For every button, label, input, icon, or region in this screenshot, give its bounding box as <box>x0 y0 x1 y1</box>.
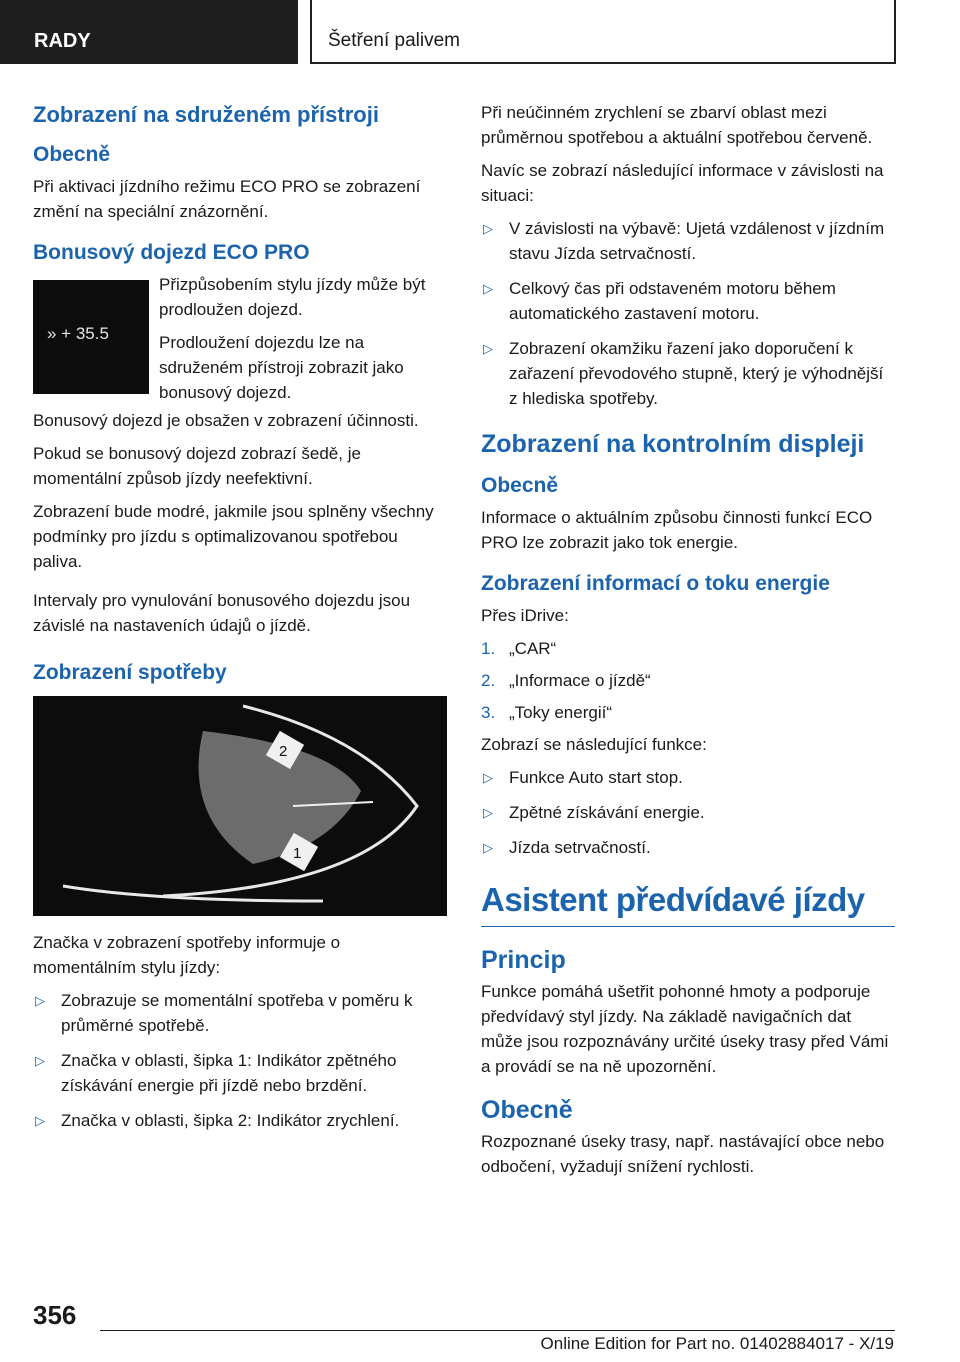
paragraph: Při neúčinném zrychlení se zbarví oblast mezi průměrnou spotřebou a aktuální spotřebou červeně. <box>481 103 873 147</box>
paragraph: Prodloužení dojezdu lze na sdruženém přístroji zobrazit jako bonusový dojezd. <box>159 333 404 402</box>
bonus-range-display-image <box>33 280 149 394</box>
heading-predictive-assistant: Asistent předvídavé jízdy <box>481 880 895 927</box>
list-item: ▷ Celkový čas při odstaveném motoru během automatického zastavení motoru. <box>481 276 895 326</box>
list-item: 2. „Informace o jízdě“ <box>481 671 651 690</box>
paragraph: Pokud se bonusový dojezd zobrazí šedě, je momentální způsob jízdy neefektivní. <box>33 444 361 488</box>
bullet-icon: ▷ <box>483 341 493 356</box>
paragraph: Zobrazí se následující funkce: <box>481 735 707 754</box>
bullet-icon: ▷ <box>483 805 493 820</box>
bullet-icon: ▷ <box>483 221 493 236</box>
edition-info: Online Edition for Part no. 01402884017 - X/19 <box>540 1334 894 1353</box>
right-column <box>481 100 895 1187</box>
list-item: ▷ Jízda setrvačností. <box>481 835 895 860</box>
paragraph: Navíc se zobrazí následující informace v závislosti na situaci: <box>481 161 884 205</box>
paragraph: Při aktivaci jízdního režimu ECO PRO se zobrazení změní na speciální znázornění. <box>33 177 421 221</box>
paragraph: Značka v zobrazení spotřeby informuje o momentálním stylu jízdy: <box>33 933 341 977</box>
bullet-icon: ▷ <box>35 1113 45 1128</box>
subheading-general: Obecně <box>33 143 111 166</box>
heading-principle: Princip <box>481 946 566 974</box>
bullet-icon: ▷ <box>35 993 45 1008</box>
bullet-icon: ▷ <box>483 281 493 296</box>
heading-control-display: Zobrazení na kontrolním displeji <box>481 430 865 458</box>
bonus-range-block <box>33 272 447 402</box>
left-column <box>33 100 447 1143</box>
bullet-list <box>481 765 895 860</box>
section-tab: RADY <box>0 0 298 64</box>
page-header <box>0 0 960 66</box>
bullet-list <box>33 988 447 1133</box>
footer-divider <box>100 1330 895 1331</box>
subheading-energy-flow: Zobrazení informací o toku energie <box>481 572 830 595</box>
steps-list <box>481 636 895 725</box>
heading-general: Obecně <box>481 1096 573 1124</box>
paragraph: Zobrazení bude modré, jakmile jsou splněny všechny podmínky pro jízdu s optimalizovanou spotřebou paliva. <box>33 502 434 571</box>
subheading-bonus-range: Bonusový dojezd ECO PRO <box>33 241 310 264</box>
list-item: 1. „CAR“ <box>481 639 557 658</box>
svg-text:1: 1 <box>293 845 302 862</box>
paragraph: Informace o aktuálním způsobu činnosti funkcí ECO PRO lze zobrazit jako tok energie. <box>481 508 873 552</box>
bullet-icon: ▷ <box>483 840 493 855</box>
consumption-gauge-image <box>33 696 447 916</box>
list-item: 3. „Toky energií“ <box>481 703 612 722</box>
bonus-range-value: » + 35.5 <box>47 324 109 343</box>
list-item: ▷ V závislosti na výbavě: Ujetá vzdálenost v jízdním stavu Jízda setrvačností. <box>481 216 895 266</box>
list-item: ▷ Značka v oblasti, šipka 2: Indikátor zrychlení. <box>33 1108 447 1133</box>
bonus-range-text <box>159 272 447 413</box>
list-item: ▷ Funkce Auto start stop. <box>481 765 895 790</box>
list-item: ▷ Zpětné získávání energie. <box>481 800 895 825</box>
paragraph: Funkce pomáhá ušetřit pohonné hmoty a podporuje předvídavý styl jízdy. Na základě navigačních dat může jsou rozpoznávány určité úseky trasy před Vámi a provádí se na ně upozornění. <box>481 982 889 1076</box>
paragraph: Přes iDrive: <box>481 606 569 625</box>
bullet-icon: ▷ <box>483 770 493 785</box>
paragraph: Rozpoznané úseky trasy, např. nastávající obce nebo odbočení, vyžadují snížení rychlosti. <box>481 1132 885 1176</box>
subheading-general: Obecně <box>481 474 559 497</box>
bullet-list <box>481 216 895 411</box>
list-item: ▷ Zobrazuje se momentální spotřeba v poměru k průměrné spotřebě. <box>33 988 447 1038</box>
chapter-title: Šetření palivem <box>310 0 896 64</box>
paragraph: Bonusový dojezd je obsažen v zobrazení účinnosti. <box>33 411 419 430</box>
heading-cluster-display: Zobrazení na sdruženém přístroji <box>33 102 379 127</box>
paragraph: Přizpůsobením stylu jízdy může být prodloužen dojezd. <box>159 275 426 319</box>
bullet-icon: ▷ <box>35 1053 45 1068</box>
subheading-consumption-display: Zobrazení spotřeby <box>33 661 227 684</box>
svg-text:2: 2 <box>279 743 288 760</box>
list-item: ▷ Značka v oblasti, šipka 1: Indikátor zpětného získávání energie při jízdě nebo brzdění. <box>33 1048 447 1098</box>
list-item: ▷ Zobrazení okamžiku řazení jako doporučení k zařazení převodového stupně, který je výhodnější z hlediska spotřeby. <box>481 336 895 411</box>
page-number: 356 <box>33 1300 77 1330</box>
paragraph: Intervaly pro vynulování bonusového dojezdu jsou závislé na nastaveních údajů o jízdě. <box>33 591 411 635</box>
